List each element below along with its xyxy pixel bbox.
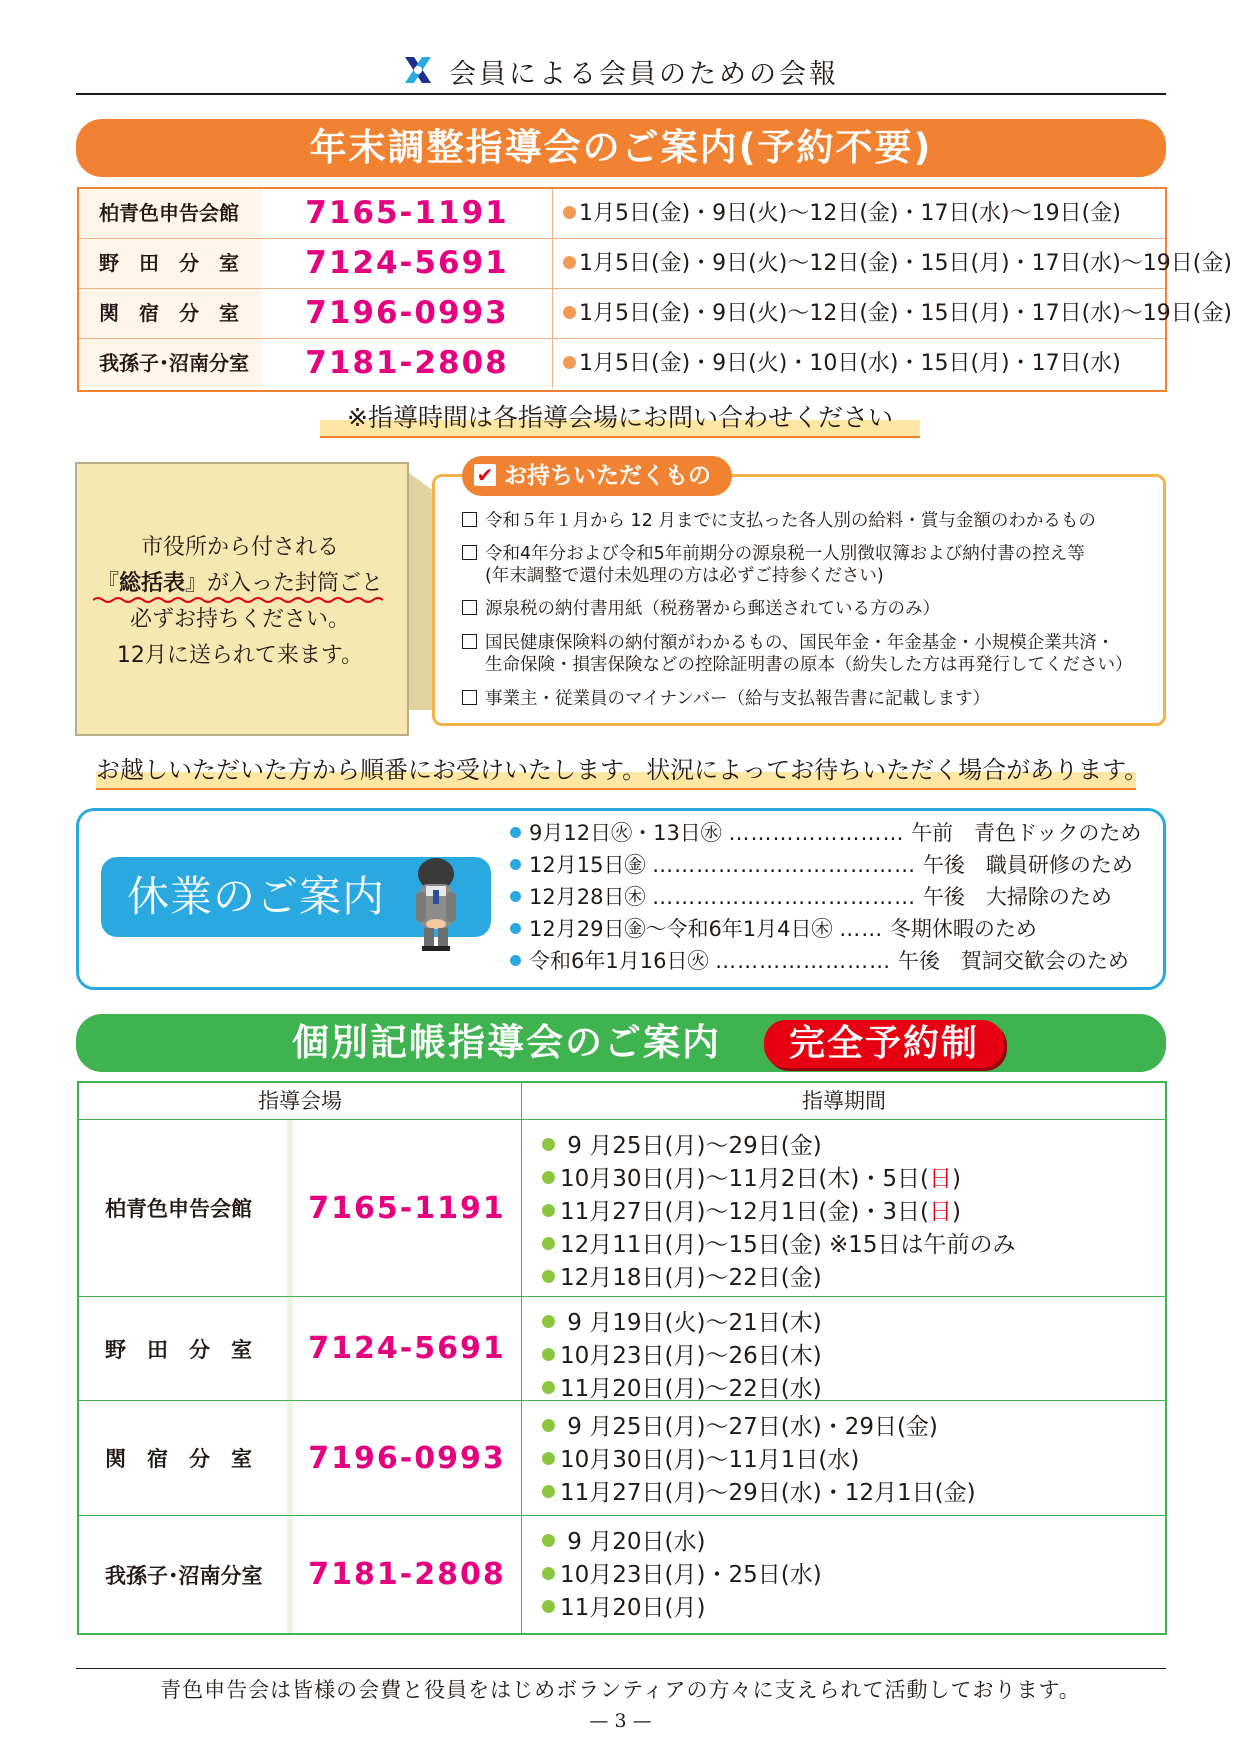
reception-note: お越しいただいた方から順番にお受けいたします。状況によってお待ちいただく場合があります。 — [96, 752, 1136, 790]
date-text: 11月20日(月)〜22日(水) — [560, 1376, 822, 1402]
closure-reason: 午後 賀詞交歓会のため — [897, 949, 1129, 973]
closure-item — [510, 945, 1129, 977]
bullet-icon — [542, 1270, 555, 1283]
dates-text: 1月5日(金)・9日(火)・10日(水)・15日(月)・17日(水) — [579, 351, 1121, 376]
date-text: 10月30日(月)〜11月1日(水) — [560, 1447, 860, 1473]
guidance-time-note: ※指導時間は各指導会場にお問い合わせください — [320, 400, 920, 438]
bullet-icon — [542, 1348, 555, 1361]
venue-dates — [552, 339, 1165, 388]
closure-date: 令和6年1月16日㊋ — [529, 949, 709, 973]
date-text: 11月27日(月)〜12月1日(金)・3日( — [560, 1199, 929, 1225]
bullet-icon — [542, 1237, 555, 1250]
item-text: 令和５年１月から 12 月までに支払った各人別の給料・賞与金額のわかるもの — [485, 511, 1096, 531]
date-line — [542, 1262, 1165, 1295]
envelope-box-side — [405, 470, 435, 710]
bullet-icon — [542, 1419, 555, 1432]
table-header — [79, 1083, 1165, 1120]
date-text: 9 月19日(火)〜21日(木) — [560, 1310, 822, 1336]
list-item — [462, 688, 990, 710]
year-end-table — [77, 187, 1232, 392]
date-text: 9 月20日(水) — [560, 1529, 706, 1555]
sunday-mark: 日 — [928, 1199, 952, 1225]
header-divider — [76, 93, 1166, 95]
header-period: 指導期間 — [521, 1083, 1166, 1119]
checkbox-icon — [462, 512, 477, 527]
envelope-line-tail: 』が入った封筒ごと — [185, 571, 384, 596]
date-line — [542, 1163, 1165, 1196]
checkmark-icon: ✔ — [474, 464, 496, 486]
list-item — [462, 632, 1133, 676]
bullet-icon — [542, 1315, 555, 1328]
item-text: 事業主・従業員のマイナンバー（給与支払報告書に記載します） — [485, 689, 991, 709]
bullet-icon — [542, 1534, 555, 1547]
date-text: 11月27日(月)〜29日(水)・12月1日(金) — [560, 1480, 976, 1506]
table-row — [79, 289, 1232, 339]
bullet-icon — [542, 1381, 555, 1394]
dates-text: 1月5日(金)・9日(火)〜12日(金)・15日(月)・17日(水)〜19日(金) — [579, 301, 1232, 326]
bullet-icon — [563, 306, 576, 319]
dot-leader: ……………………………… — [652, 853, 917, 877]
dot-leader: …………………… — [728, 821, 905, 845]
closure-reason: 午後 大掃除のため — [922, 885, 1112, 909]
date-line — [542, 1130, 1165, 1163]
closure-reason: 午前 青色ドックのため — [911, 821, 1142, 845]
items-to-bring-title — [462, 456, 732, 496]
checkbox-icon — [462, 690, 477, 705]
bowing-person-icon — [400, 852, 472, 952]
closure-reason: 冬期休暇のため — [889, 917, 1037, 941]
page-header — [0, 52, 1241, 92]
venue-name: 柏青色申告会館 — [79, 189, 262, 238]
list-item — [462, 543, 1085, 587]
envelope-line: 必ずお持ちください。 — [129, 607, 350, 632]
soukatsuhyo-text: 総括表 — [118, 571, 185, 596]
date-line — [542, 1444, 1165, 1477]
table-row — [79, 1401, 1165, 1516]
venue-name: 野 田 分 室 — [105, 1337, 252, 1362]
date-line — [542, 1229, 1165, 1262]
venue-dates — [521, 1297, 1165, 1400]
date-text-tail: ) — [951, 1166, 961, 1192]
venue-name: 関 宿 分 室 — [105, 1447, 252, 1471]
bullet-icon — [510, 923, 521, 934]
checkbox-icon — [462, 634, 477, 649]
closure-date: 12月15日㊎ — [529, 853, 646, 877]
date-line — [542, 1340, 1165, 1373]
list-item — [462, 510, 1096, 532]
date-line — [542, 1307, 1165, 1340]
venue-phone: 7124-5691 — [305, 245, 509, 281]
bullet-icon — [542, 1138, 555, 1151]
venue-phone: 7165-1191 — [305, 195, 509, 231]
venue-name: 関 宿 分 室 — [79, 289, 262, 338]
venue-dates — [521, 1516, 1165, 1633]
venue-phone: 7196-0993 — [287, 1401, 521, 1515]
sunday-mark: 日 — [928, 1166, 952, 1192]
closure-item — [510, 817, 1141, 849]
venue-dates — [521, 1401, 1165, 1515]
table-row — [79, 1516, 1165, 1633]
date-text: 11月20日(月) — [560, 1595, 706, 1621]
closure-item — [510, 913, 1037, 945]
bullet-icon — [510, 827, 521, 838]
year-end-banner: 年末調整指導会のご案内(予約不要) — [76, 119, 1166, 177]
envelope-line: 市役所から付される — [140, 535, 339, 560]
date-text-tail: ) — [951, 1199, 961, 1225]
bullet-icon — [563, 256, 576, 269]
date-text: 10月23日(月)・25日(水) — [560, 1562, 822, 1588]
page-number: — 3 — — [589, 1710, 652, 1732]
date-line — [542, 1411, 1165, 1444]
item-text: 令和4年分および令和5年前期分の源泉税一人別徴収簿および納付書の控え等 — [485, 544, 1085, 564]
date-text: 9 月25日(月)〜29日(金) — [560, 1133, 822, 1159]
footer-divider — [76, 1668, 1166, 1669]
date-line — [542, 1559, 1165, 1592]
venue-dates — [552, 239, 1232, 288]
individual-banner-title: 個別記帳指導会のご案内 — [292, 1021, 721, 1064]
venue-phone: 7124-5691 — [287, 1297, 521, 1400]
item-subtext: (年末調整で還付未処理の方は必ずご持参ください) — [485, 566, 884, 586]
date-line — [542, 1526, 1165, 1559]
bullet-icon — [542, 1600, 555, 1613]
individual-table — [77, 1081, 1167, 1635]
dates-text: 1月5日(金)・9日(火)〜12日(金)・17日(水)〜19日(金) — [579, 201, 1121, 226]
date-line — [542, 1477, 1165, 1510]
bullet-icon — [542, 1567, 555, 1580]
bullet-icon — [563, 206, 576, 219]
item-subtext: 生命保険・損害保険などの控除証明書の原本（紛失した方は再発行してください） — [485, 655, 1133, 675]
closure-date: 9月12日㊋・13日㊌ — [529, 821, 722, 845]
envelope-line: 12月に送られて来ます。 — [116, 643, 364, 668]
checkbox-icon — [462, 545, 477, 560]
date-text: 12月11日(月)〜15日(金) ※15日は午前のみ — [560, 1232, 1016, 1258]
bullet-icon — [510, 955, 521, 966]
closure-reason: 午後 職員研修のため — [922, 853, 1133, 877]
dates-text: 1月5日(金)・9日(火)〜12日(金)・15日(月)・17日(水)〜19日(金) — [579, 251, 1232, 276]
table-row — [79, 1297, 1165, 1401]
individual-banner — [76, 1014, 1166, 1072]
venue-name: 我孫子･沼南分室 — [105, 1563, 263, 1588]
venue-name: 我孫子･沼南分室 — [79, 339, 262, 388]
venue-phone: 7181-2808 — [305, 345, 509, 381]
items-title-text: お持ちいただくもの — [504, 463, 711, 489]
bullet-icon — [563, 356, 576, 369]
date-text: 12月18日(月)〜22日(金) — [560, 1265, 822, 1291]
venue-name: 野 田 分 室 — [79, 239, 262, 288]
closure-date: 12月28日㊍ — [529, 885, 646, 909]
dot-leader: …………………… — [715, 949, 892, 973]
reservation-badge: 完全予約制 — [764, 1020, 1004, 1068]
footer-text: 青色申告会は皆様の会費と役員をはじめボランティアの方々に支えられて活動しております。 — [160, 1678, 1081, 1702]
wavy-underline — [93, 596, 383, 604]
venue-phone: 7196-0993 — [305, 295, 509, 331]
table-row — [79, 1120, 1165, 1297]
checkbox-icon — [462, 600, 477, 615]
item-text: 源泉税の納付書用紙（税務署から郵送されている方のみ） — [485, 599, 940, 619]
date-line — [542, 1196, 1165, 1229]
closure-title: 休業のご案内 — [101, 857, 491, 937]
date-text: 10月30日(月)〜11月2日(木)・5日( — [560, 1166, 929, 1192]
bracket-open: 『 — [96, 571, 119, 596]
date-text: 9 月25日(月)〜27日(水)・29日(金) — [560, 1414, 938, 1440]
venue-phone: 7165-1191 — [287, 1120, 521, 1296]
date-text: 10月23日(月)〜26日(木) — [560, 1343, 822, 1369]
closure-item — [510, 849, 1133, 881]
list-item — [462, 598, 940, 620]
table-row — [79, 339, 1165, 388]
header-venue: 指導会場 — [258, 1089, 342, 1113]
dot-leader: …… — [839, 917, 884, 941]
bullet-icon — [542, 1171, 555, 1184]
bullet-icon — [542, 1452, 555, 1465]
venue-dates — [521, 1120, 1165, 1296]
closure-item — [510, 881, 1112, 913]
date-line — [542, 1592, 1165, 1625]
venue-dates — [552, 189, 1165, 238]
association-logo-icon — [402, 54, 434, 90]
item-text: 国民健康保険料の納付額がわかるもの、国民年金・年金基金・小規模企業共済・ — [485, 633, 1115, 653]
venue-dates — [552, 289, 1232, 338]
closure-date: 12月29日㊎〜令和6年1月4日㊍ — [529, 917, 833, 941]
bullet-icon — [510, 859, 521, 870]
venue-phone: 7181-2808 — [287, 1516, 521, 1633]
venue-name: 柏青色申告会館 — [105, 1197, 252, 1221]
table-row — [79, 189, 1165, 239]
table-row — [79, 239, 1232, 289]
bullet-icon — [542, 1485, 555, 1498]
newsletter-title: 会員による会員のための会報 — [449, 59, 840, 90]
dot-leader: ……………………………… — [652, 885, 917, 909]
bullet-icon — [542, 1204, 555, 1217]
bullet-icon — [510, 891, 521, 902]
